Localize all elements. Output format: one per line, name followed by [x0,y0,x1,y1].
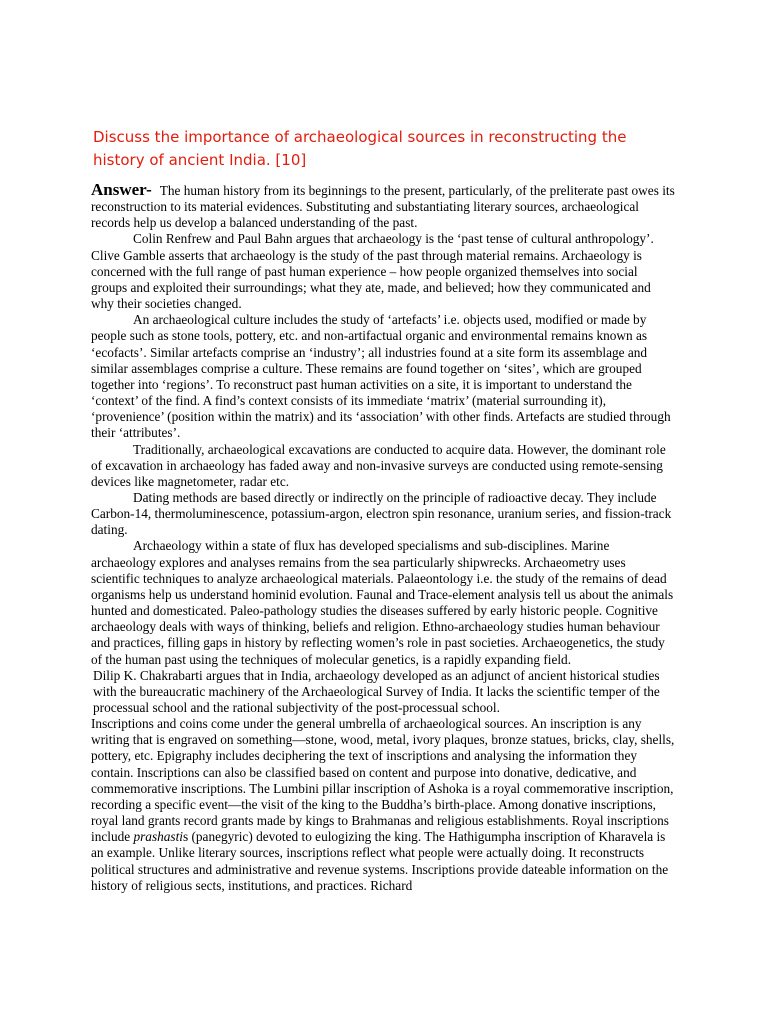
answer-paragraph-8-italic: prashasti [133,829,183,845]
answer-paragraph-8-part-b: s (panegyric) devoted to eulogizing the king. The Hathigumpha inscription of Kharavela is an example. Unlike literary sources, inscriptions reflect what people were actually doing. It reconstructs political structures and administrative and revenue systems. Inscriptions provide dateable information on the history of religious sects, institutions, and practices. Richard [91,829,669,893]
answer-paragraph-8 [91,716,675,894]
answer-paragraph-2: Colin Renfrew and Paul Bahn argues that archaeology is the ‘past tense of cultural anthropology’. Clive Gamble asserts that archaeology is the study of the past through material remains. Archaeology is concerned with the full range of past human experience – how people organized themselves into social groups and exploited their surroundings; what they ate, made, and believed; how they communicated and why their societies changed. [91,231,654,312]
answer-paragraph-5: Dating methods are based directly or indirectly on the principle of radioactive decay. They include Carbon-14, thermoluminescence, potassium-argon, electron spin resonance, uranium series, and fission-track dating. [91,489,672,538]
answer-paragraph-7: Dilip K. Chakrabarti argues that in India, archaeology developed as an adjunct of ancient historical studies with the bureaucratic machinery of the Archaeological Survey of India. It lacks the scientific temper of the processual school and the rational subjectivity of the post-processual school. [93,667,660,715]
answer-paragraph-intro [91,182,675,231]
answer-paragraph-6: Archaeology within a state of flux has developed specialisms and sub-disciplines. Marine archaeology explores and analyses remains from the sea particularly shipwrecks. Archaeometry uses scientific techniques to analyze archaeological materials. Palaeontology i.e. the study of the remains of dead organisms help us understand hominid evolution. Faunal and Trace-element analysis tell us about the animals hunted and domesticated. Paleo-pathology studies the diseases suffered by early historic people. Cognitive archaeology deals with ways of thinking, beliefs and religion. Ethno-archaeology studies human behaviour and practices, filling gaps in history by reflecting women’s role in past societies. Archaeogenetics, the study of the human past using the techniques of molecular genetics, is a rapidly expanding field. [91,538,674,667]
answer-label: Answer- [91,180,152,199]
answer-paragraph-1: The human history from its beginnings to the present, particularly, of the preliterate past owes its reconstruction to its material evidences. Substituting and substantiating literary sources, archaeological records help us develop a balanced understanding of the past. [91,183,675,231]
question-title: Discuss the importance of archaeological sources in reconstructing the history of ancient India. [10] [93,128,627,169]
answer-paragraph-8-part-a: Inscriptions and coins come under the general umbrella of archaeological sources. An inscription is any writing that is engraved on something—stone, wood, metal, ivory plaques, bronze statues, bricks, clay, shells, pottery, etc. Epigraphy includes deciphering the text of inscriptions and analysing the information they contain. Inscriptions can also be classified based on content and purpose into donative, dedicative, and commemorative inscriptions. The Lumbini pillar inscription of Ashoka is a royal commemorative inscription, recording a specific event—the visit of the king to the Buddha’s birth-place. Among donative inscriptions, royal land grants record grants made by kings to Brahmanas and religious establishments. Royal inscriptions include [91,716,675,845]
answer-paragraph-4: Traditionally, archaeological excavations are conducted to acquire data. However, the dominant role of excavation in archaeology has faded away and non-invasive surveys are conducted using remote-sensing devices like magnetometer, radar etc. [91,441,666,489]
answer-body [91,182,675,894]
answer-paragraph-3: An archaeological culture includes the study of ‘artefacts’ i.e. objects used, modified or made by people such as stone tools, pottery, etc. and non-artifactual organic and environmental remains known as ‘ecofacts’. Similar artefacts comprise an ‘industry’; all industries found at a site form its assemblage and similar assemblages comprise a culture. These remains are found together on ‘sites’, which are grouped together into ‘regions’. To reconstruct past human activities on a site, it is important to understand the ‘context’ of the find. A find’s context consists of its immediate ‘matrix’ (material surrounding it), ‘provenience’ (position within the matrix) and its ‘association’ with other finds. Artefacts are studied through their ‘attributes’. [91,312,671,441]
document-page [91,126,675,894]
